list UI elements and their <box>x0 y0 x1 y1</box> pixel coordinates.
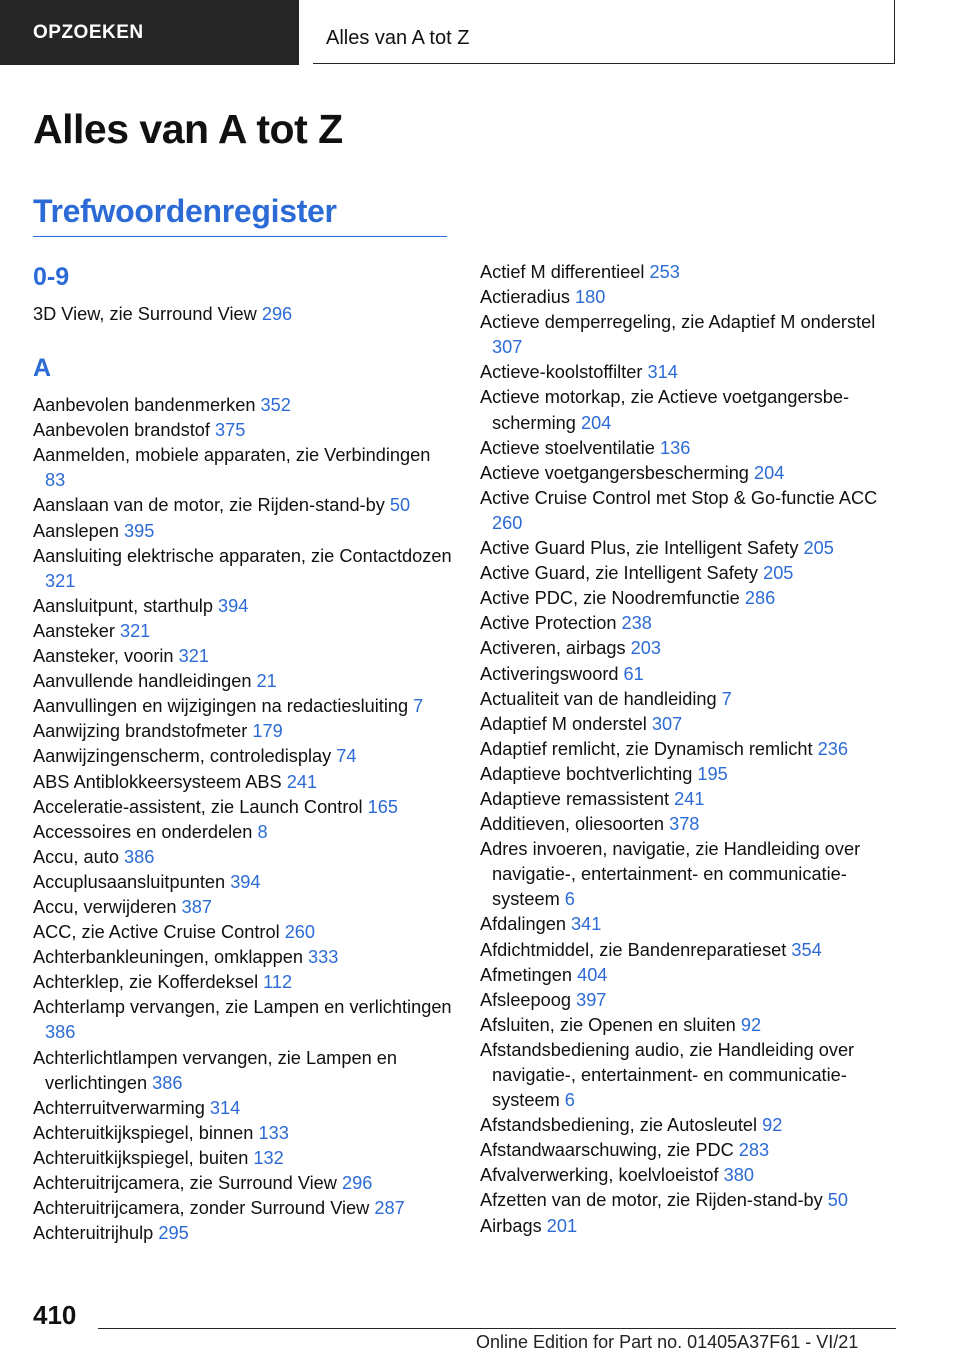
index-entry-term: Accuplusaansluitpunten <box>33 871 226 892</box>
index-entry <box>33 995 453 1045</box>
index-entry <box>33 1171 453 1196</box>
index-entry-term: Airbags <box>480 1215 542 1236</box>
index-entry-page-link[interactable]: 6 <box>564 889 575 910</box>
index-entry-page-link[interactable]: 386 <box>45 1022 76 1043</box>
index-entry-term: Aanslepen <box>33 520 119 541</box>
index-entry-page-link[interactable]: 387 <box>181 896 212 917</box>
index-entry-term: Afsleepoog <box>480 989 572 1010</box>
index-entry-term: Afdichtmiddel, zie Bandenreparatieset <box>480 939 787 960</box>
index-entry-term: Actieve voetgangersbescherming <box>480 462 749 483</box>
index-entry-term: Afstandsbediening, zie Autosleutel <box>480 1115 758 1136</box>
index-entry-term: Active Guard Plus, zie Intelligent Safety <box>480 538 799 559</box>
index-entry-page-link[interactable]: 386 <box>124 846 155 867</box>
index-entry-page-link[interactable]: 7 <box>413 696 424 717</box>
index-entry-term: Actieve motorkap, zie Actieve voetgangersbescherming <box>480 387 850 433</box>
index-entry <box>480 762 900 787</box>
index-entry-page-link[interactable]: 307 <box>651 713 683 734</box>
index-entry <box>33 1121 453 1146</box>
index-entry-term: Adaptief M onderstel <box>480 713 647 734</box>
index-entry <box>480 310 900 360</box>
index-entry-page-link[interactable]: 380 <box>723 1165 754 1186</box>
index-entry-term: Activeren, airbags <box>480 638 626 659</box>
index-entry-page-link[interactable]: 133 <box>258 1122 289 1143</box>
index-entry-term: Acceleratie-assistent, zie Launch Control <box>33 796 363 817</box>
index-entry-page-link[interactable]: 386 <box>152 1072 183 1093</box>
index-entry <box>33 393 453 418</box>
index-entry-term: Afstandwaarschuwing, zie PDC <box>480 1140 734 1161</box>
index-entry <box>33 544 453 594</box>
index-entry <box>480 611 900 636</box>
index-entry-page-link[interactable]: 286 <box>744 588 776 609</box>
index-entry-page-link[interactable]: 296 <box>261 304 293 324</box>
index-section-letter: 0-9 <box>33 263 70 291</box>
index-column-right <box>480 260 900 1239</box>
index-entry-page-link[interactable]: 204 <box>580 412 612 433</box>
index-entry <box>33 795 453 820</box>
index-entry-page-link[interactable]: 287 <box>374 1198 405 1219</box>
index-entry <box>33 920 453 945</box>
index-entry-term: Adaptieve bochtverlichting <box>480 763 693 784</box>
index-entry <box>480 912 900 937</box>
index-entry <box>33 845 453 870</box>
index-entry-page-link[interactable]: 241 <box>674 788 705 809</box>
index-entry-term: Achteruitrijcamera, zie Surround View <box>33 1173 337 1193</box>
index-entry-page-link[interactable]: 195 <box>697 763 728 784</box>
index-entry <box>33 820 453 845</box>
index-entry-term: Afzetten van de motor, zie Rijden-stand-by <box>480 1190 823 1211</box>
index-entry-term: Aanmelden, mobiele apparaten, zie Verbindingen <box>33 445 431 466</box>
index-entry <box>480 636 900 661</box>
index-entry-page-link[interactable]: 394 <box>230 871 261 892</box>
index-entry-page-link[interactable]: 321 <box>119 620 151 641</box>
index-entry-term: Achteruitrijhulp <box>33 1223 154 1244</box>
index-entry-term: Accessoires en onderdelen <box>33 821 253 842</box>
index-entry-page-link[interactable]: 165 <box>367 796 398 817</box>
index-entry-page-link[interactable]: 260 <box>284 922 316 943</box>
index-entry-page-link[interactable]: 92 <box>740 1014 762 1035</box>
index-section <box>33 258 453 327</box>
index-entry-term: Additieven, oliesoorten <box>480 814 665 835</box>
index-entry-term: 3D View, zie Surround View <box>33 304 257 324</box>
index-entry <box>33 594 453 619</box>
index-entry <box>33 302 453 327</box>
index-entry-page-link[interactable]: 112 <box>263 972 293 993</box>
index-entry-term: Adres invoeren, navigatie, zie Handleiding over navigatie-, entertainment- en communicatiesysteem <box>480 839 861 910</box>
index-entry <box>480 662 900 687</box>
index-entry-term: Aansteker, voorin <box>33 646 174 667</box>
index-entry-term: Aanvullingen en wijzigingen na redactiesluiting <box>33 696 409 717</box>
index-entry-term: Actieve stoelventilatie <box>480 437 655 458</box>
index-entry-page-link[interactable]: 354 <box>791 939 822 960</box>
index-entry <box>480 938 900 963</box>
index-entry <box>33 619 453 644</box>
index-entry-page-link[interactable]: 83 <box>45 470 66 491</box>
index-entry-page-link[interactable]: 394 <box>218 595 249 616</box>
index-entry-page-link[interactable]: 201 <box>546 1215 578 1236</box>
index-entry-term: Achteruitkijkspiegel, binnen <box>33 1122 254 1143</box>
index-entry-term: Aansteker <box>33 620 115 641</box>
index-entry-page-link[interactable]: 375 <box>215 420 246 441</box>
index-entry-page-link[interactable]: 61 <box>623 663 644 684</box>
index-entry-page-link[interactable]: 397 <box>576 989 607 1010</box>
index-entry-term: Achterruitverwarming <box>33 1097 205 1118</box>
edition-note: Online Edition for Part no. 01405A37F61 - VI/21 <box>476 1332 859 1352</box>
index-entry-page-link[interactable]: 50 <box>389 495 411 516</box>
index-entry-term: Aansluitpunt, starthulp <box>33 595 213 616</box>
index-entry-page-link[interactable]: 6 <box>564 1090 575 1111</box>
index-entry-page-link[interactable]: 378 <box>669 814 700 835</box>
index-entry <box>33 970 453 995</box>
index-entry <box>480 436 900 461</box>
index-entry <box>480 1214 900 1239</box>
index-entry-page-link[interactable]: 238 <box>621 613 652 634</box>
index-entry <box>33 945 453 970</box>
index-entry-page-link[interactable]: 236 <box>817 738 848 759</box>
section-tab-label: OPZOEKEN <box>33 21 144 43</box>
index-entry-term: Aanbevolen bandenmerken <box>33 395 256 416</box>
index-section <box>33 349 453 1246</box>
index-entry-term: Afvalverwerking, koelvloeistof <box>480 1165 719 1186</box>
index-entry-page-link[interactable]: 253 <box>649 262 680 282</box>
index-entry <box>480 1138 900 1163</box>
index-entry <box>480 561 900 586</box>
index-entry <box>480 787 900 812</box>
index-entry-term: Actualiteit van de handleiding <box>480 688 717 709</box>
index-entry-page-link[interactable]: 241 <box>286 771 318 792</box>
index-entry-page-link[interactable]: 341 <box>571 914 602 935</box>
index-entry <box>33 719 453 744</box>
index-entry-page-link[interactable]: 260 <box>492 512 523 533</box>
index-entry <box>33 1146 453 1171</box>
index-entry <box>480 712 900 737</box>
index-entry-term: ABS Antiblokkeersysteem ABS <box>33 771 282 792</box>
index-entry-page-link[interactable]: 92 <box>762 1115 783 1136</box>
index-entry <box>33 519 453 544</box>
index-entry <box>33 418 453 443</box>
index-entry-term: Active Guard, zie Intelligent Safety <box>480 563 759 584</box>
index-entry <box>33 1196 453 1221</box>
index-entry <box>480 1188 900 1213</box>
index-entry-term: Afsluiten, zie Openen en sluiten <box>480 1014 736 1035</box>
index-entry <box>33 669 453 694</box>
index-entry <box>33 770 453 795</box>
index-entry <box>480 461 900 486</box>
index-entry-page-link[interactable]: 307 <box>492 337 523 358</box>
index-entry-page-link[interactable]: 179 <box>252 721 283 742</box>
chapter-header-title: Alles van A tot Z <box>326 27 470 49</box>
index-entry <box>33 744 453 769</box>
index-entry-page-link[interactable]: 321 <box>45 570 76 591</box>
index-entry <box>480 586 900 611</box>
index-entry <box>480 988 900 1013</box>
index-entry <box>33 644 453 669</box>
index-section-letter: A <box>33 354 52 383</box>
index-entry-page-link[interactable]: 404 <box>577 964 608 985</box>
index-entry-term: Achterklep, zie Kofferdeksel <box>33 972 259 993</box>
index-entry-term: Afdalingen <box>480 914 566 935</box>
index-entry-term: Afmetingen <box>480 964 573 985</box>
index-entry-page-link[interactable]: 205 <box>803 538 834 559</box>
index-entry <box>33 895 453 920</box>
index-entry <box>480 260 900 285</box>
index-entry-term: Adaptief remlicht, zie Dynamisch remlicht <box>480 738 813 759</box>
index-entry-page-link[interactable]: 74 <box>336 746 357 767</box>
index-entry <box>33 1046 453 1096</box>
index-entry <box>480 1013 900 1038</box>
index-entry-page-link[interactable]: 136 <box>659 437 691 458</box>
index-entry <box>480 963 900 988</box>
index-entry <box>480 812 900 837</box>
index-entry-term: Aanvullende handleidingen <box>33 671 252 692</box>
index-entry <box>33 870 453 895</box>
index-entry-term: Activeringswoord <box>480 663 619 684</box>
index-column-left <box>33 258 453 1246</box>
index-entry-term: Aanbevolen brandstof <box>33 420 210 441</box>
index-entry-page-link[interactable]: 395 <box>124 520 155 541</box>
footer-divider <box>98 1328 896 1329</box>
index-entry-term: Achterlamp vervangen, zie Lampen en verlichtingen <box>33 997 452 1018</box>
index-entry <box>480 486 900 536</box>
index-entry-term: Afstandsbediening audio, zie Handleiding over navigatie-, entertainment- en communicatiesysteem <box>480 1039 855 1111</box>
index-entry-term: Aansluiting elektrische apparaten, zie Contactdozen <box>33 545 452 566</box>
index-entry <box>480 837 900 912</box>
index-entry-page-link[interactable]: 204 <box>754 462 785 483</box>
index-entry-page-link[interactable]: 295 <box>158 1223 189 1244</box>
index-entry <box>480 737 900 762</box>
index-entry-term: Achteruitkijkspiegel, buiten <box>33 1147 249 1168</box>
index-entry <box>480 1163 900 1188</box>
index-entry-term: Actieve demperregeling, zie Adaptief M onderstel <box>480 312 876 333</box>
index-entry-page-link[interactable]: 352 <box>260 395 291 416</box>
index-entry-term: Aanwijzingenscherm, controledisplay <box>33 746 332 767</box>
index-entry-term: Achteruitrijcamera, zonder Surround View <box>33 1198 370 1219</box>
index-entry <box>33 1221 453 1246</box>
index-entry-term: Actief M differentieel <box>480 262 645 282</box>
index-entry-page-link[interactable]: 21 <box>256 671 277 692</box>
index-entry-page-link[interactable]: 314 <box>209 1097 241 1118</box>
index-entry-term: Accu, verwijderen <box>33 896 177 917</box>
index-entry-page-link[interactable]: 7 <box>721 688 732 709</box>
index-entry-page-link[interactable]: 314 <box>647 362 678 383</box>
index-entry-page-link[interactable]: 333 <box>308 947 339 968</box>
index-entry-page-link[interactable]: 203 <box>630 638 661 659</box>
index-entry-term: Aanslaan van de motor, zie Rijden-stand-by <box>33 495 385 516</box>
page-number: 410 <box>33 1300 77 1330</box>
index-entry-page-link[interactable]: 50 <box>827 1190 849 1211</box>
index-entry-term: Aanwijzing brandstofmeter <box>33 721 248 742</box>
page-subtitle: Trefwoordenregister <box>33 193 447 237</box>
index-entry-term: Active Protection <box>480 613 617 634</box>
page-title: Alles van A tot Z <box>33 106 343 152</box>
chapter-header <box>313 0 895 64</box>
index-entry-page-link[interactable]: 132 <box>253 1147 284 1168</box>
section-tab <box>0 0 299 65</box>
index-entry-page-link[interactable]: 8 <box>257 821 268 842</box>
index-entry <box>33 443 453 493</box>
index-entry-term: Achterlichtlampen vervangen, zie Lampen en verlichtingen <box>33 1047 397 1093</box>
index-entry-page-link[interactable]: 296 <box>342 1173 373 1193</box>
index-entry-term: Active PDC, zie Noodremfunctie <box>480 588 740 609</box>
index-entry <box>33 493 453 518</box>
index-entry <box>480 285 900 310</box>
index-entry-term: ACC, zie Active Cruise Control <box>33 922 280 943</box>
index-entry-page-link[interactable]: 205 <box>763 563 794 584</box>
index-entry <box>480 1113 900 1138</box>
index-entry <box>480 360 900 385</box>
index-entry-page-link[interactable]: 180 <box>575 287 606 308</box>
index-entry-page-link[interactable]: 283 <box>738 1140 770 1161</box>
index-entry-term: Achterbankleuningen, omklappen <box>33 947 303 968</box>
index-entry <box>480 687 900 712</box>
index-entry-page-link[interactable]: 321 <box>178 646 209 667</box>
index-entry <box>480 1038 900 1113</box>
index-entry-term: Adaptieve remassistent <box>480 788 670 809</box>
index-entry-term: Active Cruise Control met Stop & Go-functie ACC <box>480 487 878 508</box>
index-entry-term: Actieradius <box>480 287 570 308</box>
index-entry <box>33 1096 453 1121</box>
index-entry <box>480 385 900 435</box>
index-entry-term: Actieve-koolstoffilter <box>480 362 643 383</box>
index-entry <box>33 694 453 719</box>
index-entry <box>480 536 900 561</box>
index-entry-term: Accu, auto <box>33 846 119 867</box>
